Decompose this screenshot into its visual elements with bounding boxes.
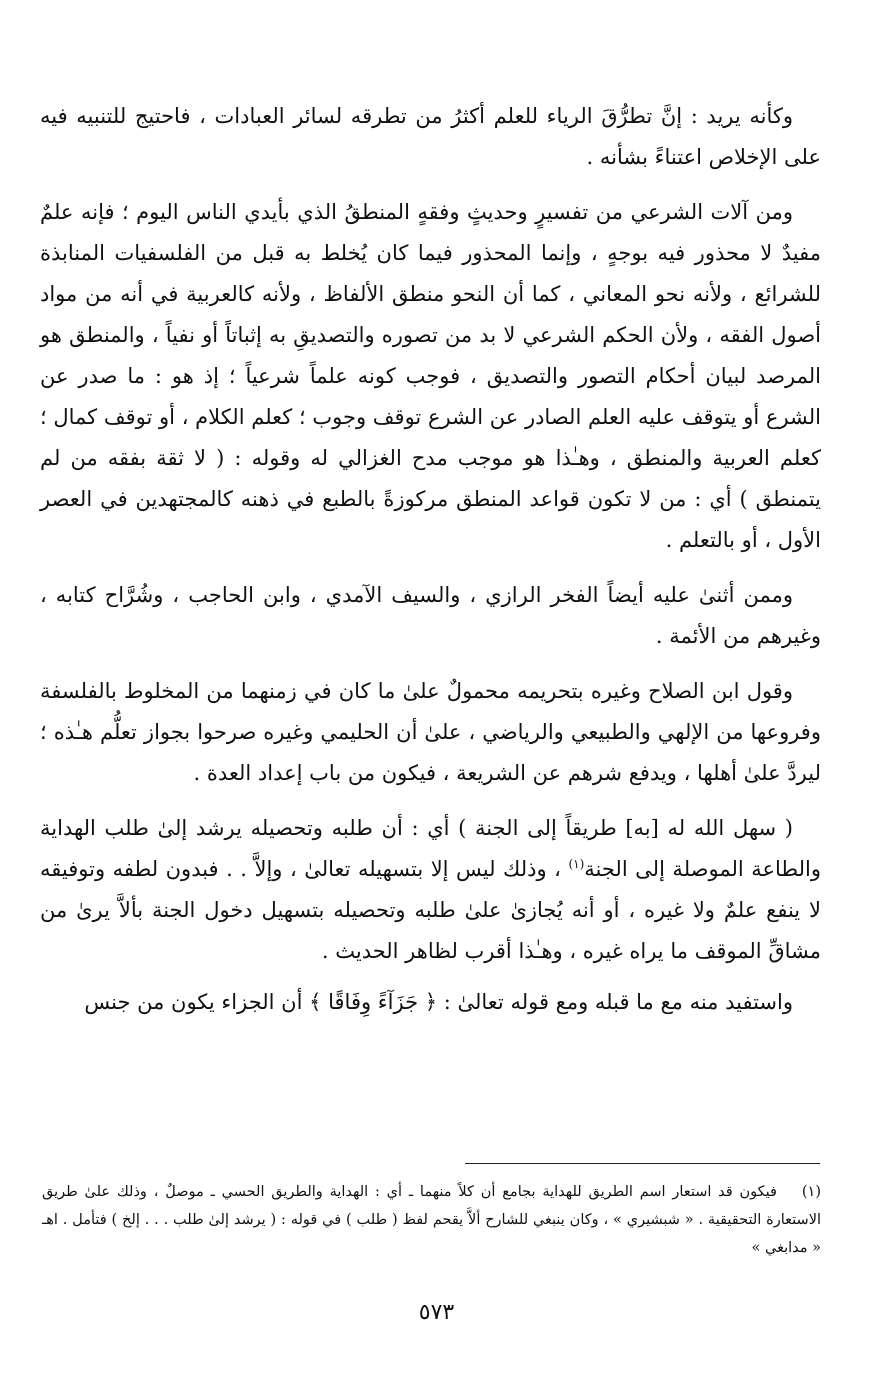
main-text <box>40 96 821 1037</box>
paragraph-4: وقول ابن الصلاح وغيره بتحريمه محمولٌ علىٰ ما كان في زمنهما من المخلوط بالفلسفة وفروعها من الإلهي والطبيعي والرياضي ، علىٰ أن الحليمي وغيره صرحوا بجواز تعلُّم هـٰذه ؛ ليردَّ علىٰ أهلها ، ويدفع شرهم عن الشريعة ، فيكون من باب إعداد العدة . <box>40 679 821 785</box>
paragraph-5-continuation: ، وذلك ليس إلا بتسهيله تعالىٰ ، وإلاَّ . . فبدون لطفه وتوفيقه لا ينفع علمٌ ولا غيره ، أو أنه يُجازىٰ علىٰ طلبه وتحصيله بتسهيل دخول الجنة بألاَّ يرىٰ من مشاقِّ الموقف ما يراه غيره ، وهـٰذا أقرب لظاهر الحديث . <box>40 857 821 963</box>
footnote-number: (١) <box>801 1184 821 1200</box>
page-number: ٥٧٣ <box>418 1300 455 1325</box>
footnote-1 <box>42 1178 821 1262</box>
paragraph-5-text: ( سهل الله له [به] طريقاً إلى الجنة ) أي : أن طلبه وتحصيله يرشد إلىٰ طلب الهداية والطاعة الموصلة إلى الجنة <box>40 816 821 881</box>
paragraph-6-continuation: أن الجزاء يكون من جنس <box>84 990 310 1014</box>
paragraph-6-text: واستفيد منه مع ما قبله ومع قوله تعالىٰ : <box>437 990 793 1014</box>
footnote-separator <box>465 1163 820 1164</box>
footnote-text: فيكون قد استعار اسم الطريق للهداية بجامع أن كلاً منهما ـ أي : الهداية والطريق الحسي ـ موصلٌ ، وذلك علىٰ طريق الاستعارة التحقيقية . « شبشيري » ، وكان ينبغي للشارح ألاَّ يقحم لفظ ( طلب ) في قوله : ( يرشد إلىٰ طلب . . . إلخ ) فتأمل . اهـ « مدابغي » <box>42 1184 821 1256</box>
paragraph-3: وممن أثنىٰ عليه أيضاً الفخر الرازي ، والسيف الآمدي ، وابن الحاجب ، وشُرَّاح كتابه ، وغيرهم من الأئمة . <box>40 583 821 648</box>
paragraph-5 <box>40 808 821 972</box>
paragraph-6 <box>40 982 821 1023</box>
paragraph-2: ومن آلات الشرعي من تفسيرٍ وحديثٍ وفقهٍ المنطقُ الذي بأيدي الناس اليوم ؛ فإنه علمٌ مفيدٌ لا محذور فيه بوجهٍ ، وإنما المحذور فيما كان يُخلط به قبل من الفلسفيات المنابذة للشرائع ، ولأنه نحو المعاني ، كما أن النحو منطق الألفاظ ، ولأنه كالعربية في أنه من مواد أصول الفقه ، ولأن الحكم الشرعي لا بد من تصوره والتصديقِ به إثباتاً أو نفياً ، والمنطق هو المرصد لبيان أحكام التصور والتصديق ، فوجب كونه علماً شرعياً ؛ إذ هو : ما صدر عن الشرع أو يتوقف عليه العلم الصادر عن الشرع توقف وجوب ؛ كعلم الكلام ، أو توقف كمال ؛ كعلم العربية والمنطق ، وهـٰذا هو موجب مدح الغزالي له وقوله : ( لا ثقة بفقه من لم يتمنطق ) أي : من لا تكون قواعد المنطق مركوزةً بالطبع في ذهنه كالمجتهدين في العصر الأول ، أو بالتعلم . <box>40 200 821 552</box>
quran-quote: ﴿ جَزَآءً وِفَاقًا ﴾ <box>309 990 438 1014</box>
footnote-reference: (١) <box>568 857 585 871</box>
footnotes <box>42 1178 821 1262</box>
paragraph-1: وكأنه يريد : إنَّ تطرُّقَ الرياء للعلم أكثرُ من تطرقه لسائر العبادات ، فاحتيج للتنبيه فيه على الإخلاص اعتناءً بشأنه . <box>40 104 821 169</box>
